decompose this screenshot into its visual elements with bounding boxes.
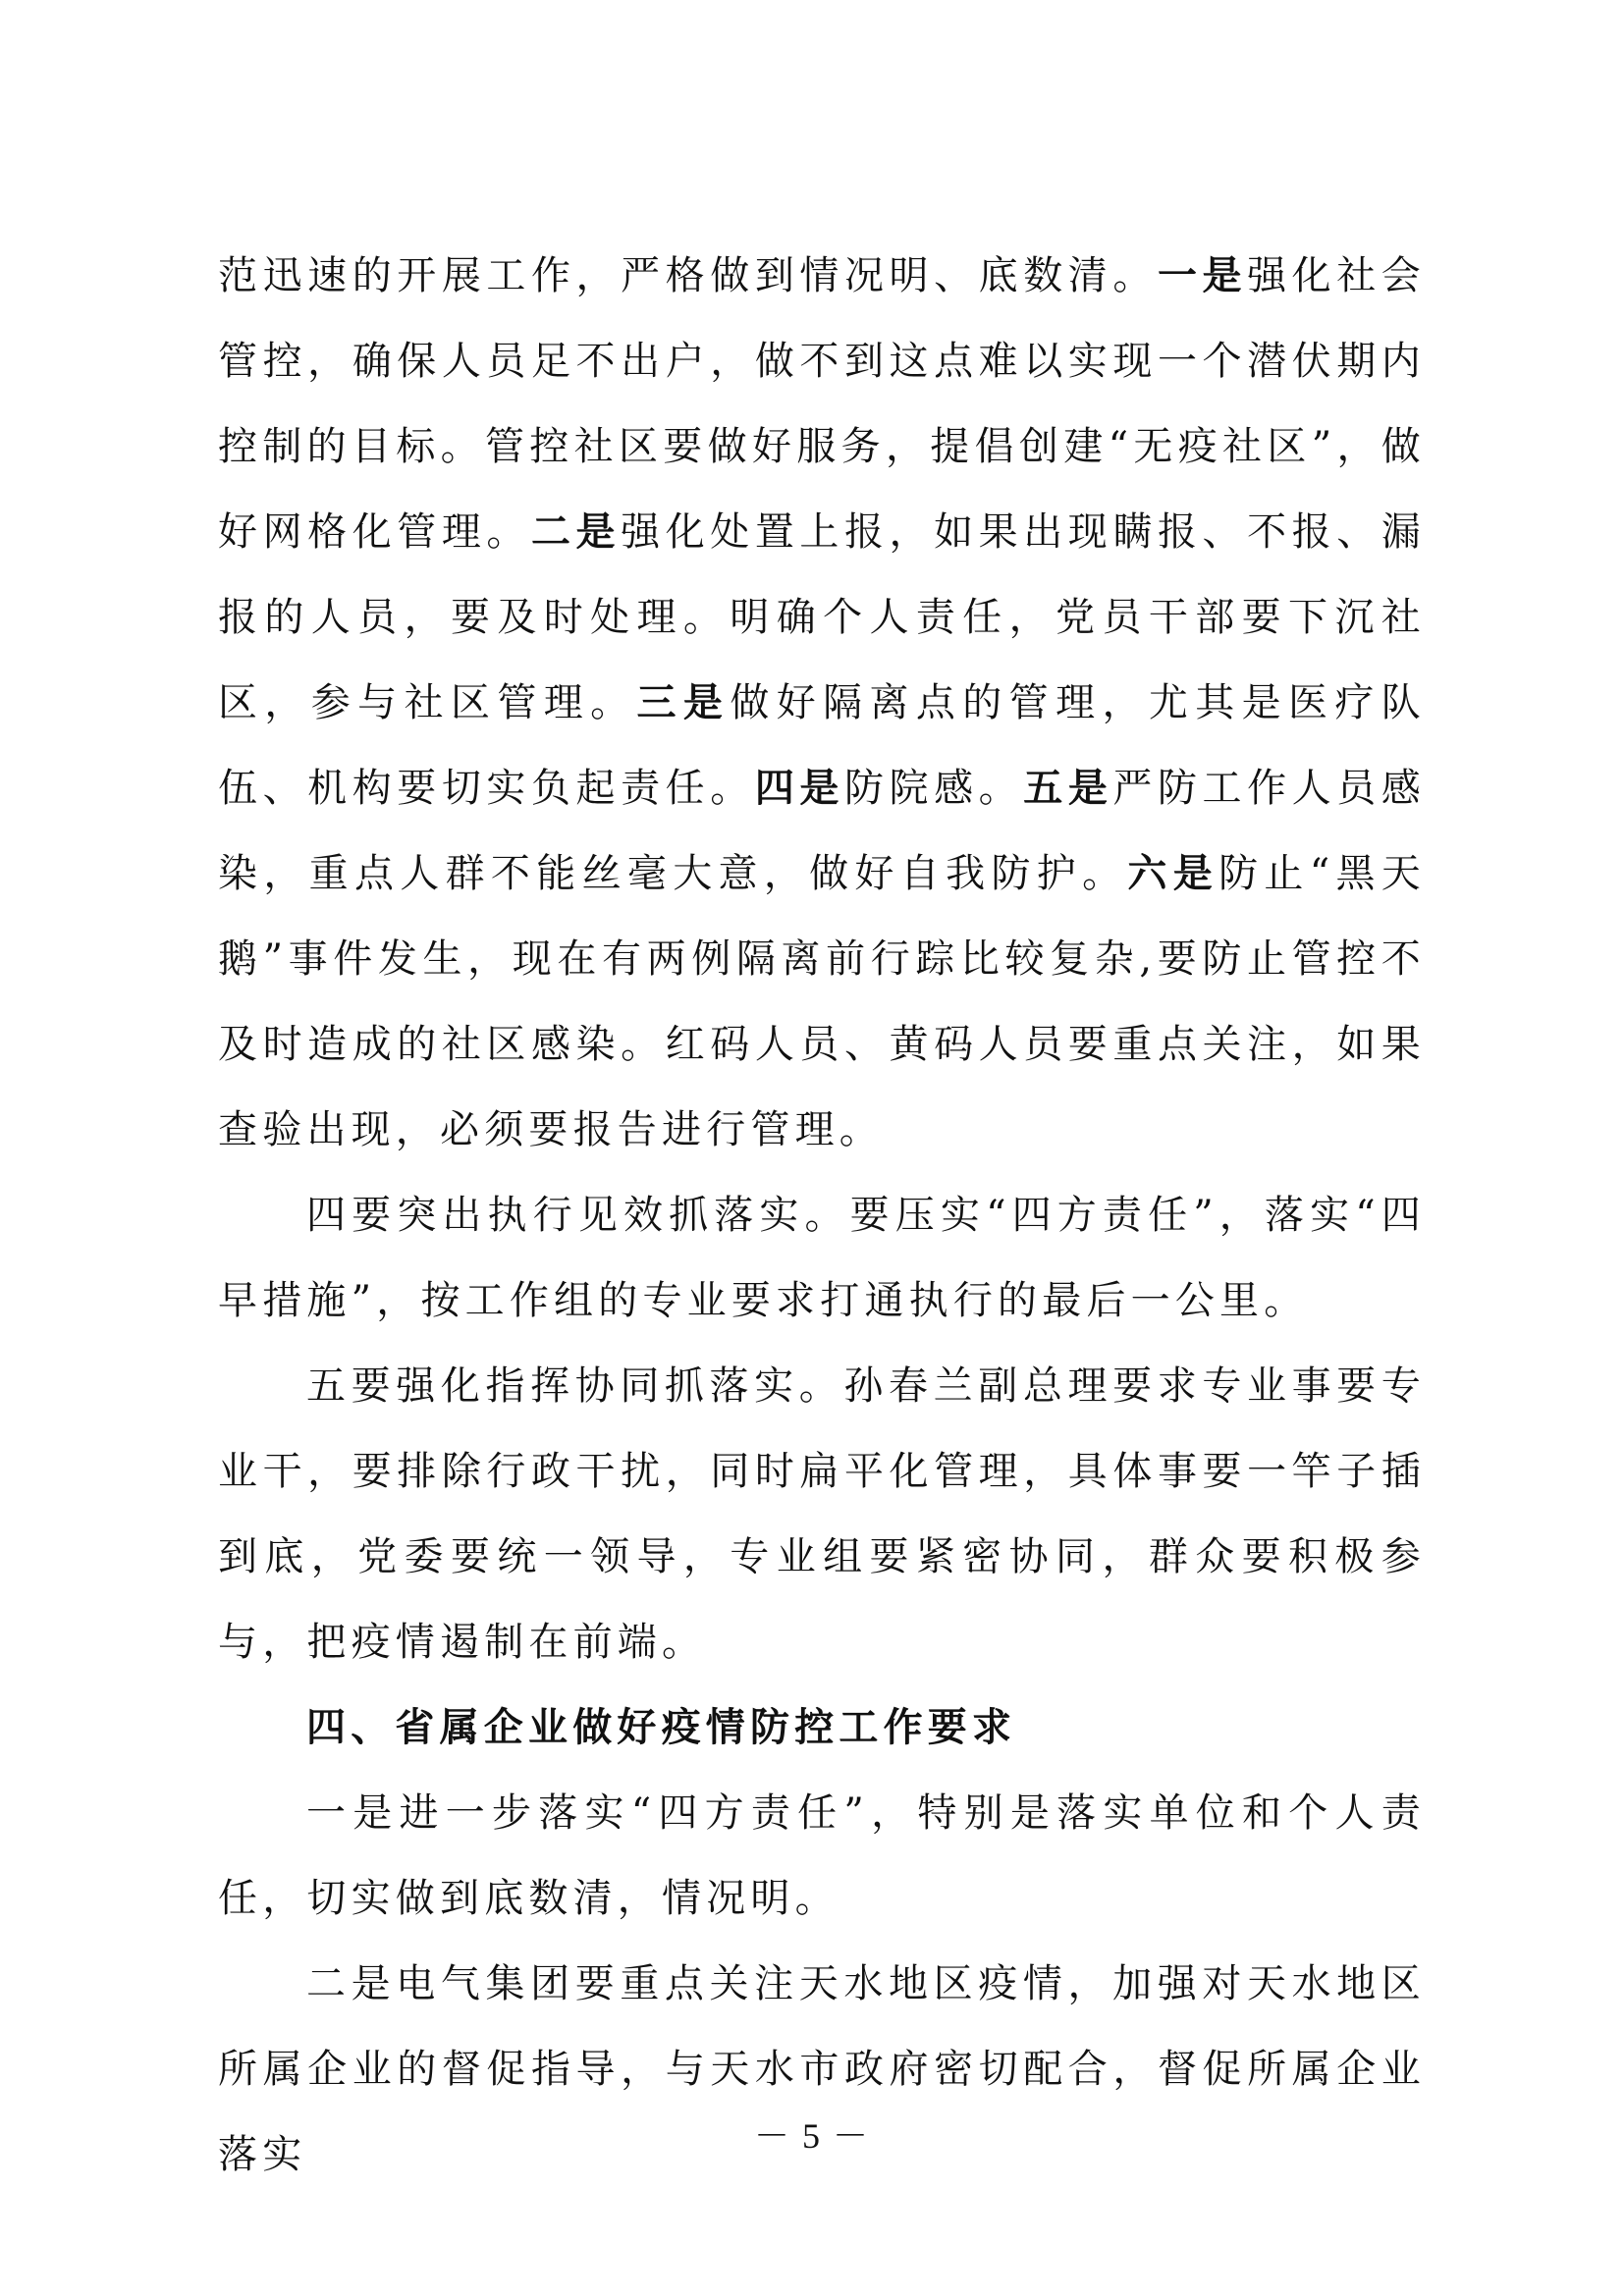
paragraph-execution: 四要突出执行见效抓落实。要压实“四方责任”，落实“四早措施”，按工作组的专业要求打通执行的最后一公里。 xyxy=(218,1193,1426,1323)
page-number: － 5 － xyxy=(753,2116,870,2156)
paragraph-text: 做好隔离点的管理，尤其是医疗队伍、机构要切实负起责任。 xyxy=(218,680,1427,811)
paragraph-requirement-one: 一是进一步落实“四方责任”，特别是落实单位和个人责任，切实做到底数清，情况明。 xyxy=(218,1790,1426,1921)
paragraph-requirement-two: 二是电气集团要重点关注天水地区疫情，加强对天水地区所属企业的督促指导，与天水市政府密切配合，督促所属企业落实 xyxy=(218,1961,1426,2177)
bold-marker-sixth: 六是 xyxy=(1127,851,1219,896)
bold-marker-first: 一是 xyxy=(1157,253,1248,298)
bold-marker-fourth: 四是 xyxy=(754,766,844,811)
paragraph-text: 强化社会管控，确保人员足不出户，做不到这点难以实现一个潜伏期内控制的目标。管控社区要做好服务，提倡创建“无疫社区”，做好网格化管理。 xyxy=(218,253,1426,555)
paragraph-control-measures xyxy=(218,234,1426,1173)
paragraph-coordination: 五要强化指挥协同抓落实。孙春兰副总理要求专业事要专业干，要排除行政干扰，同时扁平化管理，具体事要一竿子插到底，党委要统一领导，专业组要紧密协同，群众要积极参与，把疫情遏制在前端。 xyxy=(218,1363,1426,1665)
paragraph-text: 范迅速的开展工作，严格做到情况明、底数清。 xyxy=(218,253,1158,298)
section-heading: 四、省属企业做好疫情防控工作要求 xyxy=(306,1705,1017,1750)
paragraph-text: 防院感。 xyxy=(843,766,1024,811)
bold-marker-third: 三是 xyxy=(636,680,731,725)
paragraph-text: 防止“黑天鹅”事件发生，现在有两例隔离前行踪比较复杂,要防止管控不及时造成的社区感染。红码人员、黄码人员要重点关注，如果查验出现，必须要报告进行管理。 xyxy=(218,851,1427,1152)
document-body xyxy=(218,234,1426,2198)
paragraph-text: 严防工作人员感染，重点人群不能丝毫大意，做好自我防护。 xyxy=(218,766,1426,896)
paragraph-text: 强化处置上报，如果出现瞒报、不报、漏报的人员，要及时处理。明确个人责任，党员干部要下沉社区，参与社区管理。 xyxy=(218,509,1426,725)
bold-marker-second: 二是 xyxy=(530,509,622,555)
bold-marker-fifth: 五是 xyxy=(1023,766,1113,811)
